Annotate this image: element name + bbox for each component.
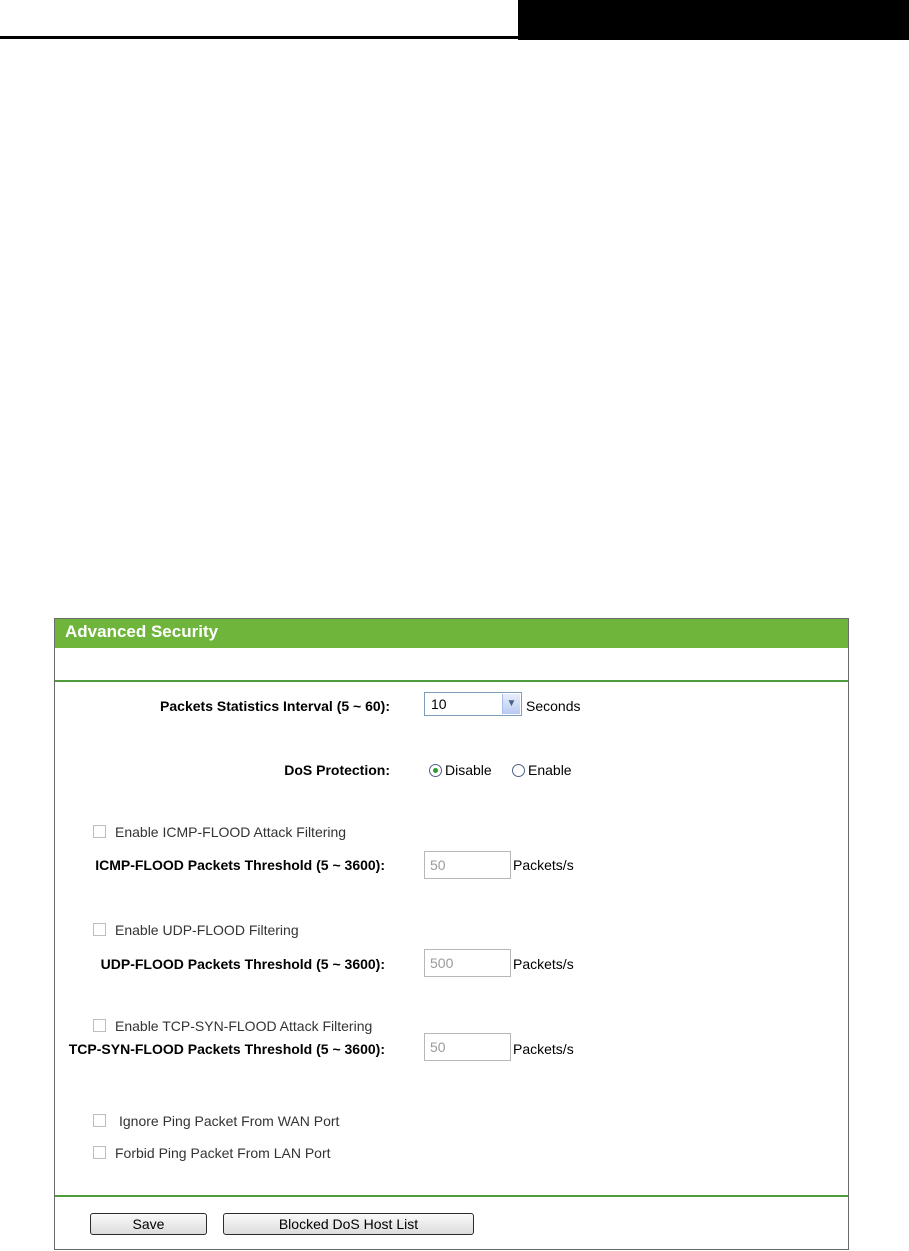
icmp-threshold-unit: Packets/s (513, 857, 574, 873)
panel-header (55, 619, 848, 648)
top-separator (55, 680, 848, 682)
packets-interval-unit: Seconds (526, 698, 581, 714)
dos-enable-label: Enable (528, 762, 572, 778)
packets-interval-label: Packets Statistics Interval (5 ~ 60): (160, 698, 390, 714)
tcp-threshold-label: TCP-SYN-FLOOD Packets Threshold (5 ~ 3600): (68, 1041, 385, 1057)
save-button[interactable]: Save (90, 1213, 207, 1235)
packets-interval-select[interactable] (424, 692, 522, 716)
tcp-syn-flood-checkbox-label: Enable TCP-SYN-FLOOD Attack Filtering (115, 1018, 373, 1034)
chevron-down-icon[interactable]: ▼ (502, 694, 520, 714)
forbid-ping-lan-checkbox[interactable] (93, 1146, 106, 1159)
bottom-separator (55, 1195, 848, 1197)
forbid-ping-lan-label: Forbid Ping Packet From LAN Port (115, 1145, 331, 1161)
udp-threshold-input[interactable]: 500 (424, 949, 511, 977)
tcp-threshold-unit: Packets/s (513, 1041, 574, 1057)
icmp-flood-checkbox[interactable] (93, 825, 106, 838)
udp-threshold-label: UDP-FLOOD Packets Threshold (5 ~ 3600): (100, 956, 385, 972)
udp-flood-checkbox[interactable] (93, 923, 106, 936)
dos-enable-radio[interactable] (512, 764, 525, 777)
tcp-syn-flood-checkbox[interactable] (93, 1019, 106, 1032)
advanced-security-panel (54, 618, 849, 1250)
icmp-threshold-label: ICMP-FLOOD Packets Threshold (5 ~ 3600): (95, 857, 385, 873)
icmp-flood-checkbox-label: Enable ICMP-FLOOD Attack Filtering (115, 824, 347, 840)
dos-disable-label: Disable (445, 762, 492, 778)
document-header (0, 0, 909, 40)
header-rule (0, 36, 518, 39)
icmp-threshold-input[interactable]: 50 (424, 851, 511, 879)
panel-title: Advanced Security (65, 622, 219, 641)
udp-flood-checkbox-label: Enable UDP-FLOOD Filtering (115, 922, 299, 938)
ignore-ping-wan-checkbox[interactable] (93, 1114, 106, 1127)
udp-threshold-unit: Packets/s (513, 956, 574, 972)
ignore-ping-wan-label: Ignore Ping Packet From WAN Port (119, 1113, 340, 1129)
tcp-threshold-input[interactable]: 50 (424, 1033, 511, 1061)
packets-interval-value: 10 (431, 696, 447, 712)
dos-disable-radio[interactable] (429, 764, 442, 777)
header-black-block (518, 0, 909, 40)
dos-protection-label: DoS Protection: (284, 762, 390, 778)
blocked-dos-host-list-button[interactable]: Blocked DoS Host List (223, 1213, 474, 1235)
